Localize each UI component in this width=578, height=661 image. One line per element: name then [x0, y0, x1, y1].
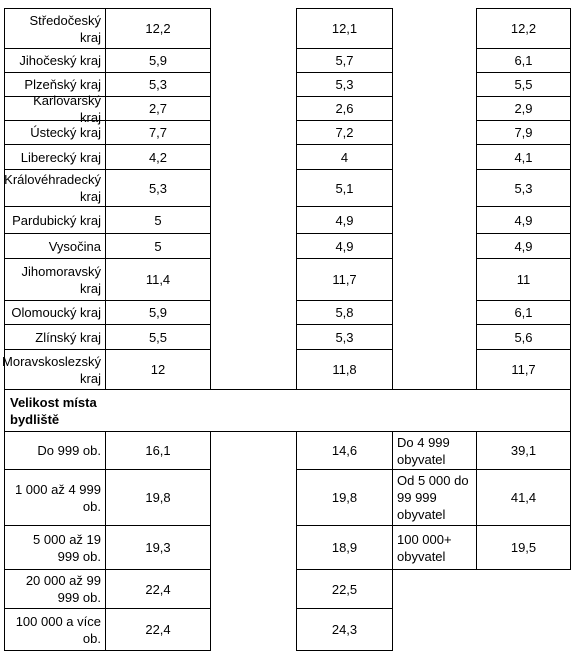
- residence-alt-value: 19,5: [476, 525, 571, 570]
- region-value-3: 12,2: [476, 8, 571, 49]
- region-label: Jihočeský kraj: [4, 48, 106, 73]
- region-value-2: 4,9: [296, 233, 393, 259]
- residence-value-1: 22,4: [105, 569, 211, 609]
- region-value-2: 5,3: [296, 72, 393, 97]
- section-heading-text: Velikost místa bydliště: [10, 394, 97, 427]
- region-value-3: 6,1: [476, 300, 571, 325]
- residence-label: [4, 469, 106, 526]
- region-value-2: 4,9: [296, 206, 393, 234]
- region-value-2: 5,1: [296, 169, 393, 207]
- region-label: [4, 258, 106, 301]
- residence-label: [4, 525, 106, 570]
- region-value-1: 5,5: [105, 324, 211, 350]
- residence-label: [4, 569, 106, 609]
- residence-label: Do 999 ob.: [4, 431, 106, 470]
- region-value-1: 5,3: [105, 72, 211, 97]
- region-value-1: 7,7: [105, 120, 211, 145]
- region-value-2: 4: [296, 144, 393, 170]
- region-value-3: 7,9: [476, 120, 571, 145]
- residence-value-1: 19,3: [105, 525, 211, 570]
- region-label: Vysočina: [4, 233, 106, 259]
- region-value-1: 12: [105, 349, 211, 390]
- residence-alt-label-text: Od 5 000 do 99 999 obyvatel: [397, 473, 469, 522]
- region-value-3: 2,9: [476, 96, 571, 121]
- region-label: Pardubický kraj: [4, 206, 106, 234]
- region-value-2: 7,2: [296, 120, 393, 145]
- residence-value-2: 18,9: [296, 525, 393, 570]
- region-value-2: 11,7: [296, 258, 393, 301]
- residence-label-text: 5 000 až 19 999 ob.: [33, 531, 101, 564]
- region-value-3: 11,7: [476, 349, 571, 390]
- residence-alt-label: [392, 431, 477, 470]
- region-label: Plzeňský kraj: [4, 72, 106, 97]
- residence-value-2: 14,6: [296, 431, 393, 470]
- region-value-3: 4,9: [476, 206, 571, 234]
- residence-value-2: 19,8: [296, 469, 393, 526]
- region-label-text: Moravskoslezský kraj: [2, 353, 101, 386]
- region-label: Ústecký kraj: [4, 120, 106, 145]
- region-label-text: Královéhradecký kraj: [4, 172, 101, 204]
- region-value-3: 11: [476, 258, 571, 301]
- region-value-2: 5,7: [296, 48, 393, 73]
- region-label: Zlínský kraj: [4, 324, 106, 350]
- region-label: [4, 8, 106, 49]
- region-label: Karlovarský kraj: [4, 96, 106, 121]
- region-value-1: 2,7: [105, 96, 211, 121]
- residence-alt-label-text: Do 4 999 obyvatel: [397, 434, 450, 467]
- residence-alt-label: [392, 469, 477, 526]
- region-value-2: 5,8: [296, 300, 393, 325]
- residence-value-1: 19,8: [105, 469, 211, 526]
- region-value-1: 5,9: [105, 300, 211, 325]
- region-value-3: 5,6: [476, 324, 571, 350]
- residence-alt-label-text: 100 000+ obyvatel: [397, 531, 452, 564]
- residence-value-2: 22,5: [296, 569, 393, 609]
- region-value-1: 11,4: [105, 258, 211, 301]
- region-value-1: 5: [105, 233, 211, 259]
- region-label: [4, 349, 106, 390]
- residence-label-text: 1 000 až 4 999 ob.: [14, 481, 101, 514]
- region-value-1: 5,9: [105, 48, 211, 73]
- region-value-1: 5: [105, 206, 211, 234]
- residence-alt-label: [392, 525, 477, 570]
- region-value-2: 11,8: [296, 349, 393, 390]
- residence-value-1: 16,1: [105, 431, 211, 470]
- region-value-2: 5,3: [296, 324, 393, 350]
- region-value-1: 4,2: [105, 144, 211, 170]
- region-value-1: 5,3: [105, 169, 211, 207]
- region-label: Liberecký kraj: [4, 144, 106, 170]
- region-value-3: 4,9: [476, 233, 571, 259]
- section-heading: [4, 389, 571, 432]
- region-value-2: 2,6: [296, 96, 393, 121]
- region-value-2: 12,1: [296, 8, 393, 49]
- region-label: [4, 169, 106, 207]
- region-label: Olomoucký kraj: [4, 300, 106, 325]
- residence-label-text: 20 000 až 99 999 ob.: [25, 573, 101, 605]
- region-value-1: 12,2: [105, 8, 211, 49]
- residence-alt-value: 41,4: [476, 469, 571, 526]
- region-value-3: 5,5: [476, 72, 571, 97]
- residence-value-1: 22,4: [105, 608, 211, 651]
- region-value-3: 6,1: [476, 48, 571, 73]
- region-label-text: Jihomoravský kraj: [21, 263, 101, 296]
- residence-label: [4, 608, 106, 651]
- residence-alt-value: 39,1: [476, 431, 571, 470]
- region-value-3: 5,3: [476, 169, 571, 207]
- region-value-3: 4,1: [476, 144, 571, 170]
- residence-label-text: 100 000 a více ob.: [15, 613, 101, 646]
- residence-value-2: 24,3: [296, 608, 393, 651]
- region-label-text: Středočeský kraj: [29, 12, 101, 45]
